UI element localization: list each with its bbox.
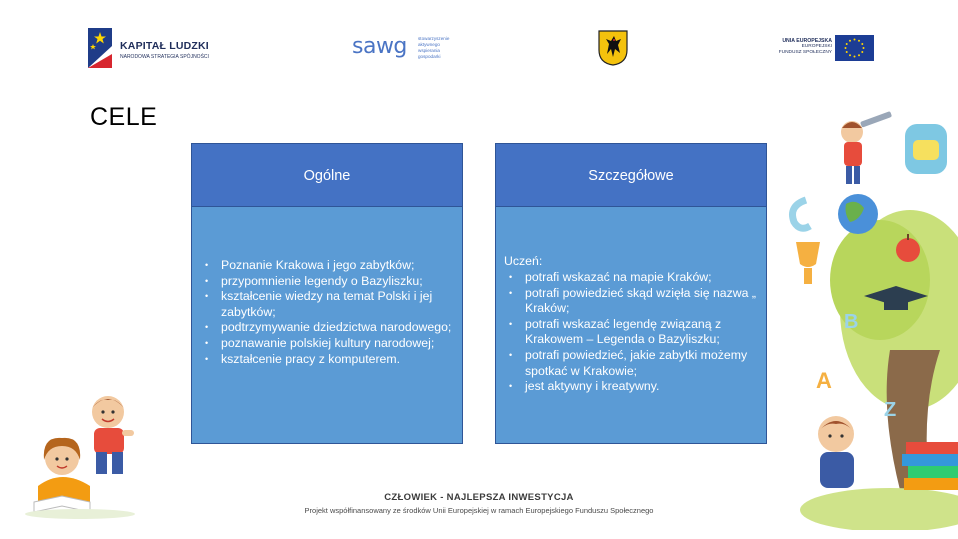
list-item: • kształcenie pracy z komputerem. (200, 352, 460, 368)
slide-title: CELE (90, 103, 158, 131)
griffin-crest-icon (598, 30, 628, 66)
school-tree-illustration (760, 110, 958, 530)
sawg-logo (352, 34, 462, 64)
sawg-subtitle-line: stowarzyszenie (418, 36, 450, 41)
list-item: • potrafi powiedzieć skąd wzięła się nazwa „ Kraków; (504, 286, 766, 317)
svg-text:A: A (816, 368, 832, 393)
card-body (191, 207, 463, 444)
eu-text (774, 38, 832, 56)
eu-logo (774, 34, 874, 64)
card-heading: Ogólne (191, 143, 463, 207)
logo-bar (0, 0, 958, 80)
eu-line: UNIA EUROPEJSKA (782, 38, 832, 44)
svg-text:B: B (844, 311, 859, 333)
sawg-subtitle-line: wspierania (418, 48, 440, 53)
list-item: • potrafi wskazać na mapie Kraków; (504, 270, 766, 286)
kapital-ludzki-flag-icon (88, 28, 112, 68)
card-lead: Uczeń: (504, 254, 543, 268)
eu-flag-icon (835, 35, 874, 61)
svg-text:Z: Z (884, 399, 897, 421)
goals-general-card (191, 143, 463, 444)
goals-specific-list (504, 270, 766, 395)
coat-of-arms-logo (598, 30, 628, 66)
list-item: • poznawanie polskiej kultury narodowej; (200, 336, 460, 352)
list-item: • podtrzymywanie dziedzictwa narodowego; (200, 320, 460, 336)
sawg-subtitle-line: gospodarki (418, 54, 441, 59)
sawg-subtitle (418, 36, 462, 60)
list-item: • potrafi powiedzieć, jakie zabytki możemy spotkać w Krakowie; (504, 348, 766, 379)
card-heading: Szczegółowe (495, 143, 767, 207)
list-item: • jest aktywny i kreatywny. (504, 379, 766, 395)
eu-line: FUNDUSZ SPOŁECZNY (778, 50, 832, 55)
list-item: • przypomnienie legendy o Bazyliszku; (200, 274, 460, 290)
list-item: • Poznanie Krakowa i jego zabytków; (200, 258, 460, 274)
kapital-ludzki-subtitle: NARODOWA STRATEGIA SPÓJNOŚCI (120, 54, 209, 60)
list-item: • kształcenie wiedzy na temat Polski i jej zabytków; (200, 289, 460, 320)
footer-subtitle: Projekt współfinansowany ze środków Unii Europejskiej w ramach Europejskiego Funduszu Społecznego (304, 506, 654, 515)
eu-line: EUROPEJSKI (801, 44, 832, 49)
sawg-subtitle-line: aktywnego (418, 42, 440, 47)
goals-general-list (200, 258, 460, 367)
sawg-mark: sawg (352, 34, 407, 59)
list-item: • potrafi wskazać legendę związaną z Krakowem – Legenda o Bazyliszku; (504, 317, 766, 348)
goals-specific-card (495, 143, 767, 444)
footer-title: CZŁOWIEK - NAJLEPSZA INWESTYCJA (384, 492, 574, 503)
card-body (495, 207, 767, 444)
kapital-ludzki-title: KAPITAŁ LUDZKI (120, 40, 209, 52)
kapital-ludzki-logo (88, 28, 218, 70)
